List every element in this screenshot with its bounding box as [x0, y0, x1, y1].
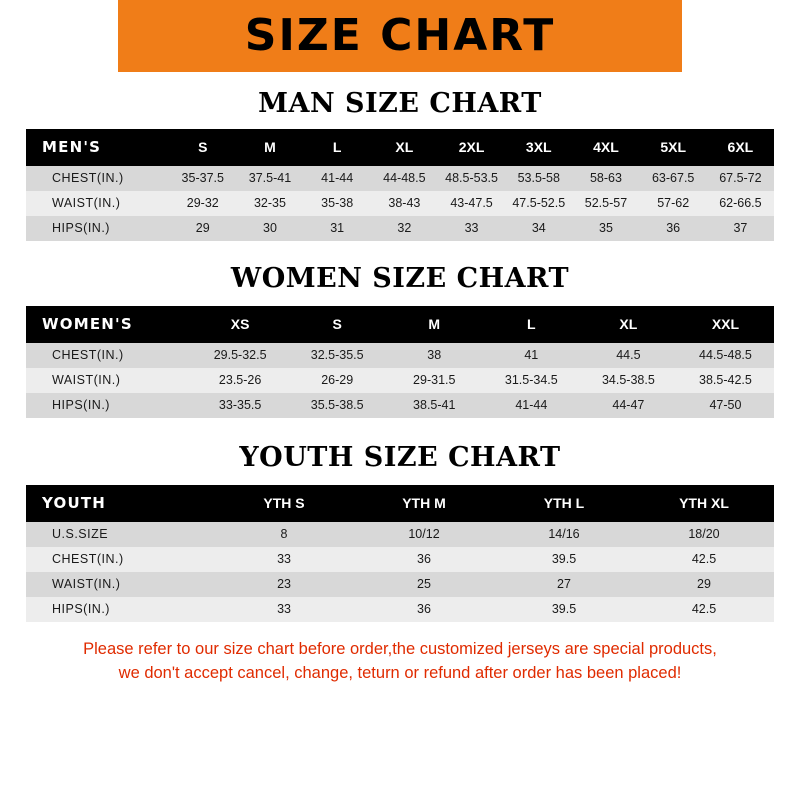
- cell-value: 52.5-57: [572, 191, 639, 216]
- table-row: [26, 368, 774, 393]
- table-row: [26, 597, 774, 622]
- table-man-head: [26, 129, 774, 166]
- cell-value: 30: [236, 216, 303, 241]
- cell-value: 29: [634, 572, 774, 597]
- table-youth-size: [26, 485, 774, 622]
- col-header-womens: WOMEN'S: [26, 306, 192, 343]
- cell-value: 27: [494, 572, 634, 597]
- cell-value: 38.5-41: [386, 393, 483, 418]
- table-row: [26, 572, 774, 597]
- cell-value: 10/12: [354, 522, 494, 547]
- row-label-chest: CHEST(IN.): [26, 547, 214, 572]
- cell-value: 41-44: [304, 166, 371, 191]
- cell-value: 41-44: [483, 393, 580, 418]
- cell-value: 23: [214, 572, 354, 597]
- table-row: [26, 191, 774, 216]
- cell-value: 34: [505, 216, 572, 241]
- table-row: [26, 522, 774, 547]
- col-header-youth: YOUTH: [26, 485, 214, 522]
- col-header-6xl: 6XL: [707, 129, 774, 166]
- col-header-3xl: 3XL: [505, 129, 572, 166]
- row-label-chest: CHEST(IN.): [26, 166, 169, 191]
- cell-value: 38-43: [371, 191, 438, 216]
- cell-value: 47-50: [677, 393, 774, 418]
- cell-value: 25: [354, 572, 494, 597]
- cell-value: 32.5-35.5: [289, 343, 386, 368]
- cell-value: 34.5-38.5: [580, 368, 677, 393]
- table-women-size: [26, 306, 774, 418]
- row-label-waist: WAIST(IN.): [26, 572, 214, 597]
- cell-value: 36: [354, 597, 494, 622]
- cell-value: 14/16: [494, 522, 634, 547]
- cell-value: 8: [214, 522, 354, 547]
- cell-value: 62-66.5: [707, 191, 774, 216]
- cell-value: 48.5-53.5: [438, 166, 505, 191]
- col-header-xs: XS: [192, 306, 289, 343]
- header-band: [0, 0, 800, 72]
- cell-value: 67.5-72: [707, 166, 774, 191]
- footer-line-2: we don't accept cancel, change, teturn or refund after order has been placed!: [118, 663, 682, 682]
- section-title-women: WOMEN SIZE CHART: [230, 263, 570, 294]
- cell-value: 37.5-41: [236, 166, 303, 191]
- cell-value: 43-47.5: [438, 191, 505, 216]
- page-title: SIZE CHART: [244, 10, 556, 61]
- cell-value: 29.5-32.5: [192, 343, 289, 368]
- cell-value: 33: [214, 597, 354, 622]
- cell-value: 36: [640, 216, 707, 241]
- table-row: [26, 393, 774, 418]
- cell-value: 39.5: [494, 597, 634, 622]
- content-area: [0, 88, 800, 686]
- cell-value: 35.5-38.5: [289, 393, 386, 418]
- col-header-xxl: XXL: [677, 306, 774, 343]
- cell-value: 44.5-48.5: [677, 343, 774, 368]
- cell-value: 47.5-52.5: [505, 191, 572, 216]
- cell-value: 31.5-34.5: [483, 368, 580, 393]
- section-title-man: MAN SIZE CHART: [258, 88, 542, 119]
- table-row: [26, 343, 774, 368]
- cell-value: 33-35.5: [192, 393, 289, 418]
- cell-value: 29: [169, 216, 236, 241]
- section-title-youth: YOUTH SIZE CHART: [239, 442, 561, 473]
- cell-value: 35: [572, 216, 639, 241]
- cell-value: 32-35: [236, 191, 303, 216]
- col-header-xl: XL: [371, 129, 438, 166]
- cell-value: 18/20: [634, 522, 774, 547]
- col-header-l: L: [304, 129, 371, 166]
- col-header-yth-xl: YTH XL: [634, 485, 774, 522]
- cell-value: 33: [214, 547, 354, 572]
- cell-value: 41: [483, 343, 580, 368]
- row-label-hips: HIPS(IN.): [26, 597, 214, 622]
- row-label-hips: HIPS(IN.): [26, 216, 169, 241]
- cell-value: 39.5: [494, 547, 634, 572]
- col-header-s: S: [169, 129, 236, 166]
- table-man-size: [26, 129, 774, 241]
- cell-value: 42.5: [634, 597, 774, 622]
- cell-value: 42.5: [634, 547, 774, 572]
- cell-value: 32: [371, 216, 438, 241]
- row-label-chest: CHEST(IN.): [26, 343, 192, 368]
- col-header-m: M: [236, 129, 303, 166]
- cell-value: 53.5-58: [505, 166, 572, 191]
- col-header-m: M: [386, 306, 483, 343]
- cell-value: 37: [707, 216, 774, 241]
- cell-value: 29-32: [169, 191, 236, 216]
- cell-value: 23.5-26: [192, 368, 289, 393]
- table-row: [26, 166, 774, 191]
- cell-value: 35-37.5: [169, 166, 236, 191]
- table-row: [26, 216, 774, 241]
- cell-value: 26-29: [289, 368, 386, 393]
- cell-value: 36: [354, 547, 494, 572]
- col-header-s: S: [289, 306, 386, 343]
- table-row: [26, 547, 774, 572]
- footer-line-1: Please refer to our size chart before order,the customized jerseys are special products,: [83, 640, 717, 658]
- cell-value: 44-47: [580, 393, 677, 418]
- table-women-head: [26, 306, 774, 343]
- cell-value: 38.5-42.5: [677, 368, 774, 393]
- col-header-xl: XL: [580, 306, 677, 343]
- footer-disclaimer: [26, 638, 774, 686]
- col-header-2xl: 2XL: [438, 129, 505, 166]
- row-label-waist: WAIST(IN.): [26, 191, 169, 216]
- table-women-body: [26, 343, 774, 418]
- cell-value: 38: [386, 343, 483, 368]
- table-header-row: [26, 306, 774, 343]
- table-header-row: [26, 485, 774, 522]
- col-header-yth-s: YTH S: [214, 485, 354, 522]
- cell-value: 44-48.5: [371, 166, 438, 191]
- col-header-l: L: [483, 306, 580, 343]
- table-header-row: [26, 129, 774, 166]
- table-youth-head: [26, 485, 774, 522]
- cell-value: 33: [438, 216, 505, 241]
- cell-value: 57-62: [640, 191, 707, 216]
- col-header-yth-l: YTH L: [494, 485, 634, 522]
- row-label-hips: HIPS(IN.): [26, 393, 192, 418]
- cell-value: 58-63: [572, 166, 639, 191]
- col-header-yth-m: YTH M: [354, 485, 494, 522]
- col-header-5xl: 5XL: [640, 129, 707, 166]
- cell-value: 44.5: [580, 343, 677, 368]
- cell-value: 31: [304, 216, 371, 241]
- table-youth-body: [26, 522, 774, 622]
- row-label-us-size: U.S.SIZE: [26, 522, 214, 547]
- cell-value: 35-38: [304, 191, 371, 216]
- col-header-4xl: 4XL: [572, 129, 639, 166]
- col-header-mens: MEN'S: [26, 129, 169, 166]
- cell-value: 63-67.5: [640, 166, 707, 191]
- cell-value: 29-31.5: [386, 368, 483, 393]
- row-label-waist: WAIST(IN.): [26, 368, 192, 393]
- table-man-body: [26, 166, 774, 241]
